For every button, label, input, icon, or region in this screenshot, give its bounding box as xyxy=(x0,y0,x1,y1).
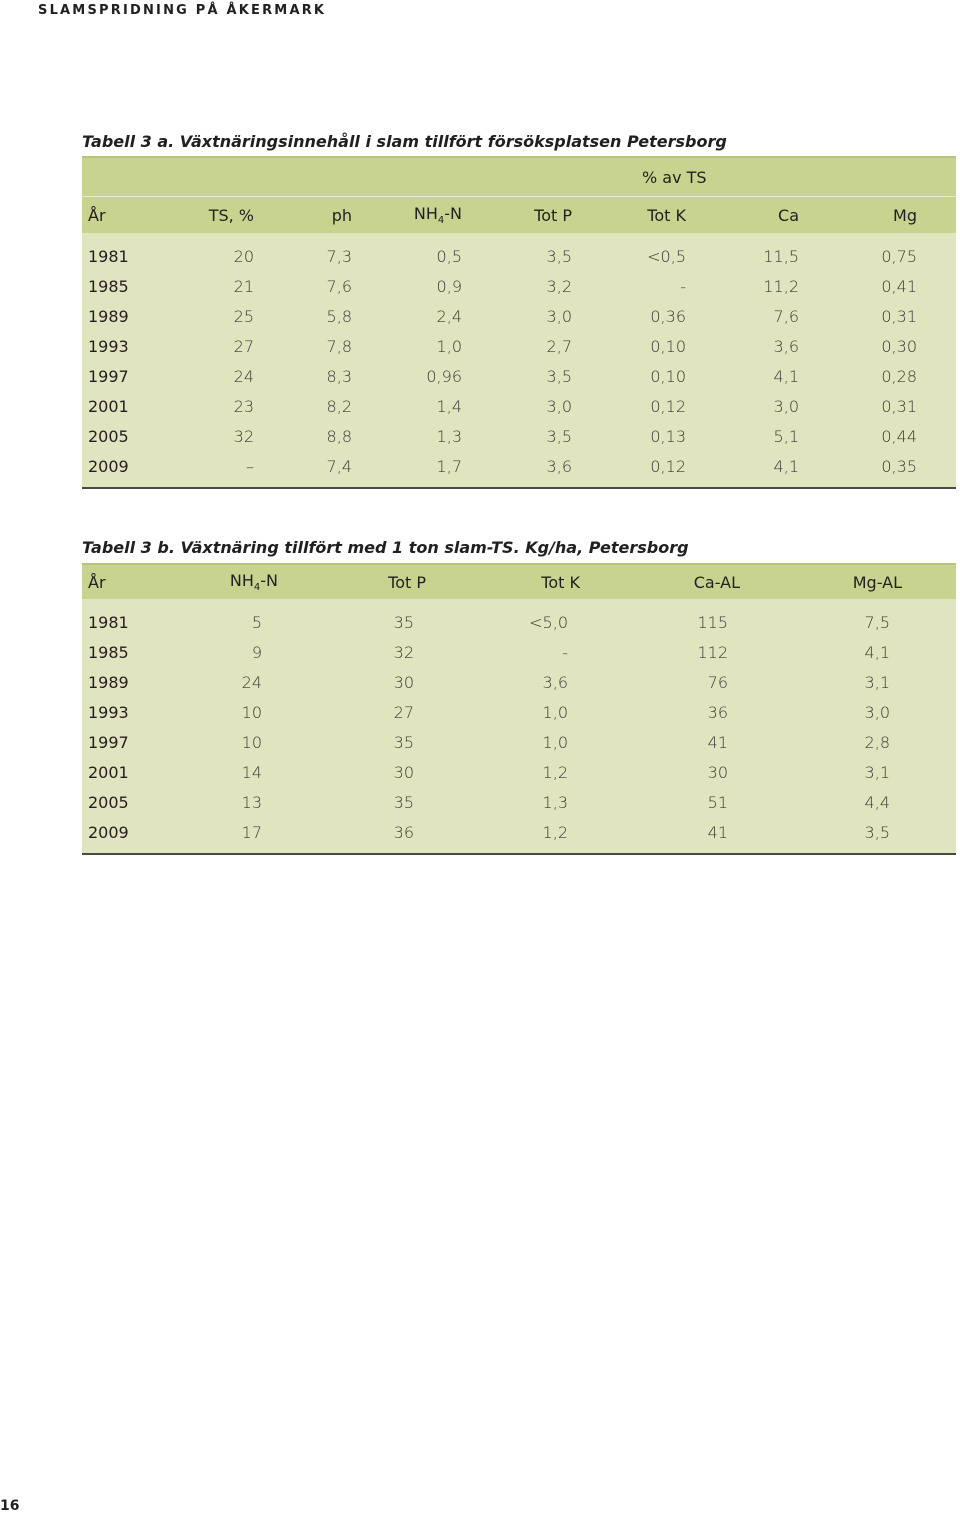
cell: 0,31 xyxy=(881,306,917,326)
cell: 5,8 xyxy=(326,306,352,326)
cell: 23 xyxy=(233,396,254,416)
col-header-ts: TS, % xyxy=(208,205,254,225)
col-header-nh4n: $NH_4-N$ xyxy=(229,570,278,594)
cell: 0,12 xyxy=(650,456,686,476)
cell: 0,35 xyxy=(881,456,917,476)
cell: 24 xyxy=(233,366,254,386)
cell: 0,5 xyxy=(436,246,462,266)
cell: 20 xyxy=(233,246,254,266)
table-a-group-header-row xyxy=(82,158,956,197)
cell: 0,96 xyxy=(426,366,462,386)
cell: 1,7 xyxy=(436,456,462,476)
cell-year: 1985 xyxy=(88,276,129,296)
col-header-year: År xyxy=(88,205,106,225)
cell: 1,2 xyxy=(542,822,568,842)
cell: 25 xyxy=(233,306,254,326)
cell-year: 2009 xyxy=(88,822,129,842)
cell: 0,44 xyxy=(881,426,917,446)
group-header-percent-ts: % av TS xyxy=(642,167,707,187)
table-b-header-row xyxy=(82,565,956,599)
cell: 32 xyxy=(233,426,254,446)
table-row xyxy=(82,331,956,361)
cell-year: 1985 xyxy=(88,642,129,662)
cell: 1,0 xyxy=(436,336,462,356)
cell: 0,10 xyxy=(650,336,686,356)
cell-year: 2009 xyxy=(88,456,129,476)
cell: 17 xyxy=(241,822,262,842)
cell: 3,5 xyxy=(864,822,890,842)
cell: 0,10 xyxy=(650,366,686,386)
cell: 3,5 xyxy=(546,426,572,446)
table-row xyxy=(82,667,956,697)
cell-year: 1989 xyxy=(88,672,129,692)
cell: 35 xyxy=(393,732,414,752)
cell-year: 2005 xyxy=(88,792,129,812)
cell: 1,0 xyxy=(542,732,568,752)
cell: 76 xyxy=(707,672,728,692)
cell: 8,8 xyxy=(326,426,352,446)
cell: 4,4 xyxy=(864,792,890,812)
table-row xyxy=(82,787,956,817)
cell: <5,0 xyxy=(529,612,568,632)
cell: 2,8 xyxy=(864,732,890,752)
cell-year: 2001 xyxy=(88,762,129,782)
cell: 4,1 xyxy=(773,366,799,386)
table-b-body xyxy=(82,599,956,853)
table-row xyxy=(82,697,956,727)
cell: 1,2 xyxy=(542,762,568,782)
table-a xyxy=(82,156,956,489)
cell: 115 xyxy=(697,612,728,632)
cell: 112 xyxy=(697,642,728,662)
cell: 0,28 xyxy=(881,366,917,386)
cell: 0,36 xyxy=(650,306,686,326)
cell: 3,5 xyxy=(546,246,572,266)
cell: 4,1 xyxy=(864,642,890,662)
cell-year: 1993 xyxy=(88,702,129,722)
cell: 1,3 xyxy=(436,426,462,446)
cell: 3,6 xyxy=(773,336,799,356)
cell-year: 1993 xyxy=(88,336,129,356)
cell: 41 xyxy=(707,732,728,752)
col-header-tot-p: Tot P xyxy=(388,572,426,592)
table-row xyxy=(82,727,956,757)
cell: 30 xyxy=(393,762,414,782)
col-header-nh4n: $NH_4-N$ xyxy=(413,203,462,227)
cell: <0,5 xyxy=(647,246,686,266)
cell: 3,1 xyxy=(864,762,890,782)
cell: 13 xyxy=(241,792,262,812)
table-row xyxy=(82,817,956,847)
cell: 35 xyxy=(393,792,414,812)
cell: 7,6 xyxy=(773,306,799,326)
cell: 36 xyxy=(707,702,728,722)
table-b-caption: Tabell 3 b. Växtnäring tillfört med 1 ton slam-TS. Kg/ha, Petersborg xyxy=(82,538,689,557)
cell: 9 xyxy=(251,642,262,662)
cell: 30 xyxy=(707,762,728,782)
cell: 7,3 xyxy=(326,246,352,266)
cell: 51 xyxy=(707,792,728,812)
cell-year: 2005 xyxy=(88,426,129,446)
col-header-year: År xyxy=(88,572,106,592)
col-header-tot-k: Tot K xyxy=(647,205,686,225)
cell: 3,5 xyxy=(546,366,572,386)
cell: 36 xyxy=(393,822,414,842)
cell: 41 xyxy=(707,822,728,842)
cell: 3,6 xyxy=(546,456,572,476)
col-header-ca: Ca xyxy=(778,205,799,225)
cell: 10 xyxy=(241,732,262,752)
cell-year: 2001 xyxy=(88,396,129,416)
cell: 7,5 xyxy=(864,612,890,632)
cell-year: 1981 xyxy=(88,612,129,632)
running-head: SLAMSPRIDNING PÅ ÅKERMARK xyxy=(38,3,327,18)
table-row xyxy=(82,607,956,637)
cell: 0,30 xyxy=(881,336,917,356)
cell: 0,9 xyxy=(436,276,462,296)
page-number: 16 xyxy=(0,1498,20,1514)
cell: 2,4 xyxy=(436,306,462,326)
table-row xyxy=(82,421,956,451)
cell-year: 1997 xyxy=(88,732,129,752)
cell: 11,5 xyxy=(763,246,799,266)
cell: 1,4 xyxy=(436,396,462,416)
table-a-body xyxy=(82,233,956,487)
cell: 14 xyxy=(241,762,262,782)
cell: 32 xyxy=(393,642,414,662)
cell: 3,1 xyxy=(864,672,890,692)
cell-year: 1989 xyxy=(88,306,129,326)
table-row xyxy=(82,451,956,481)
cell-year: 1997 xyxy=(88,366,129,386)
cell: 5 xyxy=(251,612,262,632)
cell: 35 xyxy=(393,612,414,632)
cell: - xyxy=(562,642,568,662)
cell: 3,0 xyxy=(546,396,572,416)
table-row xyxy=(82,637,956,667)
cell: 7,4 xyxy=(326,456,352,476)
cell: 1,3 xyxy=(542,792,568,812)
table-row xyxy=(82,391,956,421)
cell: 0,41 xyxy=(881,276,917,296)
col-header-tot-p: Tot P xyxy=(534,205,572,225)
cell: - xyxy=(680,276,686,296)
cell: 2,7 xyxy=(546,336,572,356)
table-row xyxy=(82,271,956,301)
table-row xyxy=(82,757,956,787)
table-row xyxy=(82,241,956,271)
col-header-tot-k: Tot K xyxy=(541,572,580,592)
cell: 3,2 xyxy=(546,276,572,296)
col-header-mg: Mg xyxy=(893,205,917,225)
cell: 27 xyxy=(393,702,414,722)
cell: 10 xyxy=(241,702,262,722)
cell: 3,0 xyxy=(773,396,799,416)
table-b xyxy=(82,563,956,855)
cell: 0,12 xyxy=(650,396,686,416)
cell: 7,6 xyxy=(326,276,352,296)
cell: 27 xyxy=(233,336,254,356)
cell: 7,8 xyxy=(326,336,352,356)
cell: 4,1 xyxy=(773,456,799,476)
cell: 24 xyxy=(241,672,262,692)
table-a-header-row xyxy=(82,197,956,233)
cell: 8,2 xyxy=(326,396,352,416)
cell: 0,75 xyxy=(881,246,917,266)
cell: 1,0 xyxy=(542,702,568,722)
cell: 3,0 xyxy=(546,306,572,326)
col-header-ca-al: Ca-AL xyxy=(693,572,740,592)
cell: 21 xyxy=(233,276,254,296)
cell: 0,31 xyxy=(881,396,917,416)
cell: 8,3 xyxy=(326,366,352,386)
cell: 11,2 xyxy=(763,276,799,296)
cell: 30 xyxy=(393,672,414,692)
cell: 3,6 xyxy=(542,672,568,692)
table-row xyxy=(82,361,956,391)
table-a-caption: Tabell 3 a. Växtnäringsinnehåll i slam tillfört försöksplatsen Petersborg xyxy=(82,132,727,151)
cell-year: 1981 xyxy=(88,246,129,266)
cell: 5,1 xyxy=(773,426,799,446)
col-header-ph: ph xyxy=(331,205,352,225)
cell: – xyxy=(246,456,254,476)
table-row xyxy=(82,301,956,331)
col-header-mg-al: Mg-AL xyxy=(852,572,902,592)
cell: 3,0 xyxy=(864,702,890,722)
cell: 0,13 xyxy=(650,426,686,446)
